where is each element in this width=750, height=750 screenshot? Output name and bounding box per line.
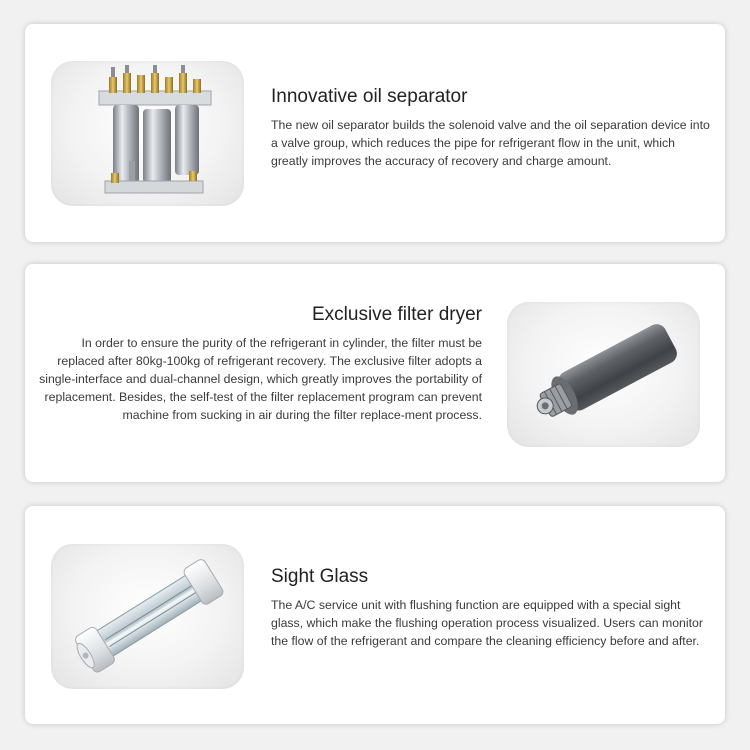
feature-description: The new oil separator builds the solenoid valve and the oil separation device into a valve group, which reduces the pipe for refrigerant flow in the unit, which greatly improves the accuracy of recovery and charge amount. xyxy=(271,118,710,168)
feature-text-sight-glass xyxy=(271,566,711,650)
feature-description: The A/C service unit with flushing function are equipped with a special sight glass, which make the flushing operation process visualized. Users can monitor the flow of the refrigerant and compare the cleaning efficiency before and after. xyxy=(271,598,703,648)
feature-text-oil-separator xyxy=(271,86,711,170)
feature-card-sight-glass xyxy=(25,506,725,724)
oil-separator-image xyxy=(51,61,244,206)
feature-description: In order to ensure the purity of the refrigerant in cylinder, the filter must be replaced after 80kg-100kg of refrigerant recovery. The exclusive filter adopts a single-interface and dual-channel design, which greatly improves the portability of replacement. Besides, the self-test of the filter replacement program can prevent machine from sucking in air during the filter replace-ment process. xyxy=(39,336,482,422)
sight-glass-tube-icon xyxy=(51,544,244,689)
feature-title: Exclusive filter dryer xyxy=(312,304,482,325)
feature-title: Sight Glass xyxy=(271,566,369,587)
sight-glass-image xyxy=(51,544,244,689)
feature-card-filter-dryer xyxy=(25,264,725,482)
oil-separator-valve-group-icon xyxy=(51,61,244,206)
filter-dryer-cylinder-icon xyxy=(507,302,700,447)
filter-dryer-image xyxy=(507,302,700,447)
feature-card-oil-separator xyxy=(25,24,725,242)
feature-text-filter-dryer xyxy=(39,304,482,424)
feature-title: Innovative oil separator xyxy=(271,86,468,107)
